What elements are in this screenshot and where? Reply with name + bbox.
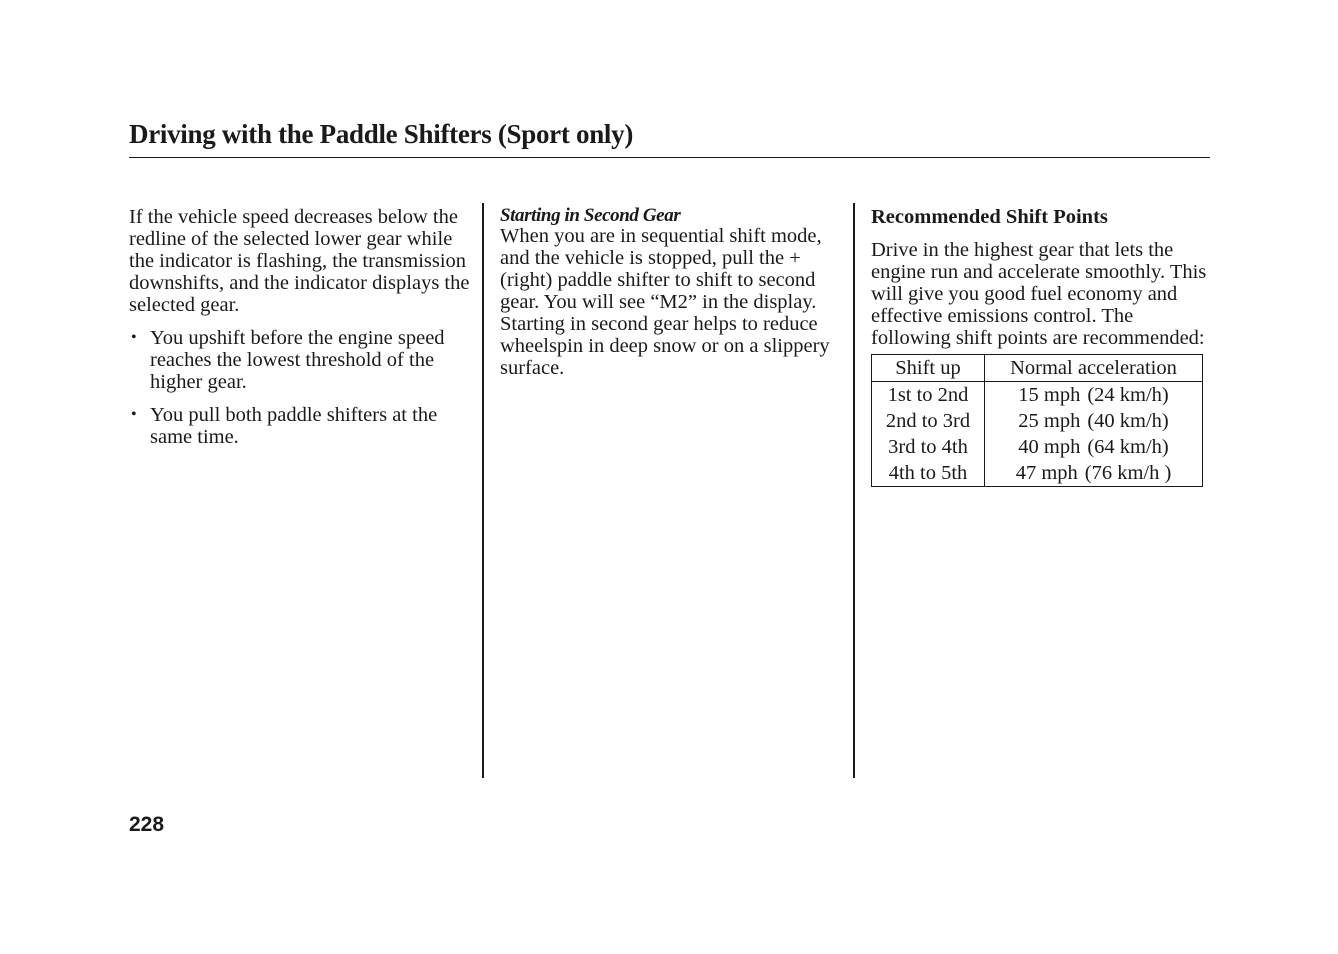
- shift-cell: 1st to 2nd: [872, 382, 985, 409]
- section-subheading: Starting in Second Gear: [500, 205, 681, 226]
- column-divider: [853, 203, 855, 778]
- mph-value: 15 mph: [1018, 384, 1081, 406]
- speed-cell: [985, 460, 1203, 487]
- mph-value: 25 mph: [1018, 410, 1081, 432]
- kmh-value: (40 km/h): [1087, 410, 1169, 432]
- shift-cell: 3rd to 4th: [872, 434, 985, 460]
- column-3: [871, 205, 1216, 487]
- column-divider: [482, 203, 484, 778]
- list-item-text: You upshift before the engine speed reaches the lowest threshold of the higher gear.: [150, 327, 445, 393]
- shift-points-table: [871, 354, 1203, 487]
- table-row: [872, 382, 1203, 409]
- kmh-value: (24 km/h): [1087, 384, 1169, 406]
- table-row: [872, 408, 1203, 434]
- body-paragraph: When you are in sequential shift mode, and the vehicle is stopped, pull the + (right) paddle shifter to shift to second gear. You will see “M2” in the display. Starting in second gear helps to reduce wheelspin in deep snow or on a slippery surface.: [500, 225, 830, 379]
- speed-cell: [985, 382, 1203, 409]
- bullet-list: [129, 327, 474, 448]
- speed-cell: [985, 408, 1203, 434]
- bullet-icon: •: [131, 406, 137, 423]
- kmh-value: (76 km/h ): [1084, 462, 1172, 484]
- list-item: [129, 404, 474, 448]
- body-paragraph: Drive in the highest gear that lets the engine run and accelerate smoothly. This will give you good fuel economy and effective emissions control. The following shift points are recommended:: [871, 239, 1207, 349]
- page-title: Driving with the Paddle Shifters (Sport only): [129, 119, 634, 149]
- section-heading: Recommended Shift Points: [871, 206, 1108, 228]
- mph-value: 40 mph: [1018, 436, 1081, 458]
- column-1: [129, 205, 474, 459]
- shift-cell: 4th to 5th: [872, 460, 985, 487]
- intro-paragraph: If the vehicle speed decreases below the redline of the selected lower gear while the indicator is flashing, the transmission downshifts, and the indicator displays the selected gear.: [129, 206, 470, 316]
- shift-cell: 2nd to 3rd: [872, 408, 985, 434]
- bullet-icon: •: [131, 329, 137, 346]
- table-row: [872, 434, 1203, 460]
- table-header-row: [872, 355, 1203, 382]
- kmh-value: (64 km/h): [1087, 436, 1169, 458]
- table-header: Shift up: [872, 355, 985, 382]
- list-item: [129, 327, 474, 393]
- list-item-text: You pull both paddle shifters at the same time.: [150, 404, 438, 448]
- table-row: [872, 460, 1203, 487]
- column-2: [500, 205, 845, 379]
- mph-value: 47 mph: [1015, 462, 1078, 484]
- page-number: 228: [129, 813, 165, 836]
- table-header: Normal acceleration: [985, 355, 1203, 382]
- speed-cell: [985, 434, 1203, 460]
- title-rule: [129, 157, 1210, 158]
